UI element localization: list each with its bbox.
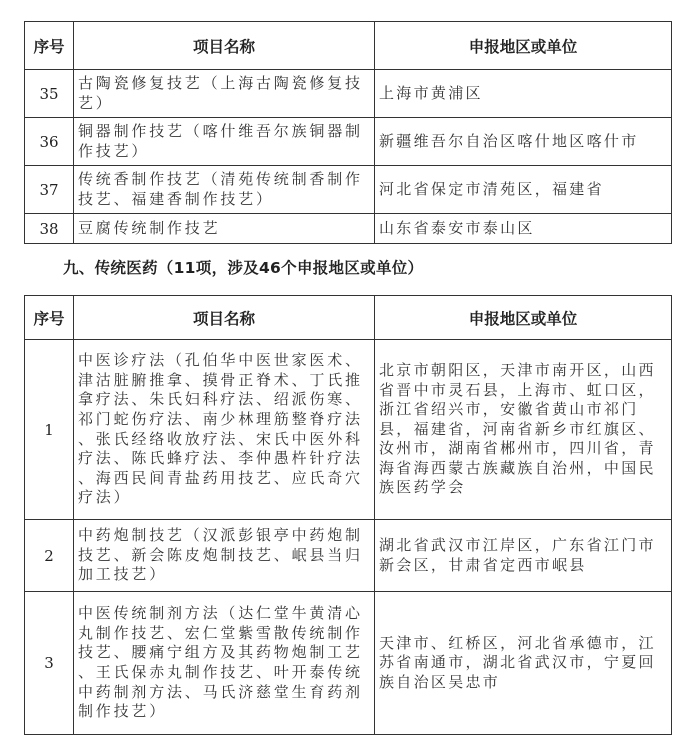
- row-number: 1: [25, 340, 74, 520]
- heritage-table-medicine: [24, 295, 672, 735]
- text-line: 技艺、腰痛宁组方及其药物炮制工艺: [78, 643, 363, 662]
- text-line: 古陶瓷修复技艺（上海古陶瓷修复技: [78, 73, 363, 92]
- text-line: 疗法）: [78, 488, 132, 507]
- project-name: [74, 592, 375, 735]
- text-line: 、王氏保赤丸制作技艺、叶开泰传统: [78, 663, 363, 681]
- region-cell: [375, 592, 672, 735]
- row-number: 38: [25, 214, 74, 244]
- text-line: 新会区，甘肃省定西市岷县: [379, 555, 587, 574]
- header-no: 序号: [25, 22, 74, 70]
- text-line: 族自治区吴忠市: [379, 672, 501, 691]
- text-line: 作技艺）: [78, 141, 150, 160]
- text-line: 县，福建省，河南省新乡市红旗区、: [379, 419, 656, 438]
- table-row: [25, 70, 672, 118]
- heritage-table-crafts: [24, 21, 672, 244]
- table-row: [25, 520, 672, 592]
- text-line: 省晋中市灵石县，上海市、虹口区，: [379, 380, 656, 399]
- text-line: 疗法、陈氏蜂疗法、李仲愚杵针疗法: [78, 449, 363, 468]
- row-number: 37: [25, 166, 74, 214]
- text-line: 加工技艺）: [78, 565, 168, 584]
- project-name: [74, 520, 375, 592]
- text-line: 新疆维吾尔自治区喀什地区喀什市: [379, 131, 639, 150]
- header-no: 序号: [25, 296, 74, 340]
- text-line: 山东省泰安市泰山区: [379, 218, 535, 237]
- text-line: 中药制剂方法、马氏济慈堂生育药剂: [78, 682, 363, 701]
- header-name: 项目名称: [74, 22, 375, 70]
- text-line: 海省海西蒙古族藏族自治州，中国民: [379, 458, 656, 477]
- row-number: 36: [25, 118, 74, 166]
- project-name: [74, 340, 375, 520]
- project-name: [74, 70, 375, 118]
- table-header-row: [25, 22, 672, 70]
- text-line: 津沽脏腑推拿、摸骨正脊术、丁氏推: [78, 370, 363, 389]
- region-cell: [375, 70, 672, 118]
- table-header-row: [25, 296, 672, 340]
- project-name: [74, 118, 375, 166]
- text-line: 上海市黄浦区: [379, 83, 483, 102]
- text-line: 豆腐传统制作技艺: [78, 218, 221, 237]
- text-line: 浙江省绍兴市，安徽省黄山市祁门: [379, 400, 639, 419]
- table-row: [25, 592, 672, 735]
- text-line: 技艺、新会陈皮炮制技艺、岷县当归: [78, 545, 363, 564]
- text-line: 、海西民间青盐药用技艺、应氏奇穴: [78, 468, 363, 487]
- text-line: 祁门蛇伤疗法、南少林理筋整脊疗法: [78, 409, 363, 428]
- table-row: [25, 166, 672, 214]
- text-line: 艺）: [78, 93, 114, 112]
- header-region: 申报地区或单位: [375, 296, 672, 340]
- text-line: 中药炮制技艺（汉派彭银亭中药炮制: [78, 526, 363, 545]
- region-cell: [375, 118, 672, 166]
- section-title: 九、传统医药（11项，涉及46个申报地区或单位）: [63, 259, 424, 277]
- text-line: 湖北省武汉市江岸区，广东省江门市: [379, 535, 656, 554]
- region-cell: [375, 166, 672, 214]
- text-line: 、张氏经络收放疗法、宋氏中医外科: [78, 429, 363, 448]
- text-line: 北京市朝阳区，天津市南开区，山西: [379, 360, 656, 379]
- text-line: 河北省保定市清苑区，福建省: [379, 179, 604, 198]
- region-cell: [375, 520, 672, 592]
- text-line: 制作技艺）: [78, 702, 168, 721]
- text-line: 中医传统制剂方法（达仁堂牛黄清心: [78, 604, 363, 623]
- text-line: 汝州市，湖南省郴州市，四川省，青: [379, 439, 656, 458]
- row-number: 2: [25, 520, 74, 592]
- text-line: 拿疗法、朱氏妇科疗法、绍派伤寒、: [78, 390, 363, 409]
- project-name: [74, 166, 375, 214]
- row-number: 35: [25, 70, 74, 118]
- table-row: [25, 214, 672, 244]
- header-name: 项目名称: [74, 296, 375, 340]
- text-line: 铜器制作技艺（喀什维吾尔族铜器制: [78, 121, 363, 140]
- text-line: 苏省南通市，湖北省武汉市，宁夏回: [379, 653, 656, 672]
- table-row: [25, 118, 672, 166]
- region-cell: [375, 214, 672, 244]
- region-cell: [375, 340, 672, 520]
- header-region: 申报地区或单位: [375, 22, 672, 70]
- text-line: 天津市、红桥区，河北省承德市，江: [379, 633, 656, 652]
- text-line: 技艺、福建香制作技艺）: [78, 189, 274, 208]
- text-line: 传统香制作技艺（清苑传统制香制作: [78, 169, 363, 188]
- table-row: [25, 340, 672, 520]
- text-line: 族医药学会: [379, 478, 466, 497]
- text-line: 丸制作技艺、宏仁堂紫雪散传统制作: [78, 623, 363, 642]
- text-line: 中医诊疗法（孔伯华中医世家医术、: [78, 351, 363, 370]
- row-number: 3: [25, 592, 74, 735]
- project-name: [74, 214, 375, 244]
